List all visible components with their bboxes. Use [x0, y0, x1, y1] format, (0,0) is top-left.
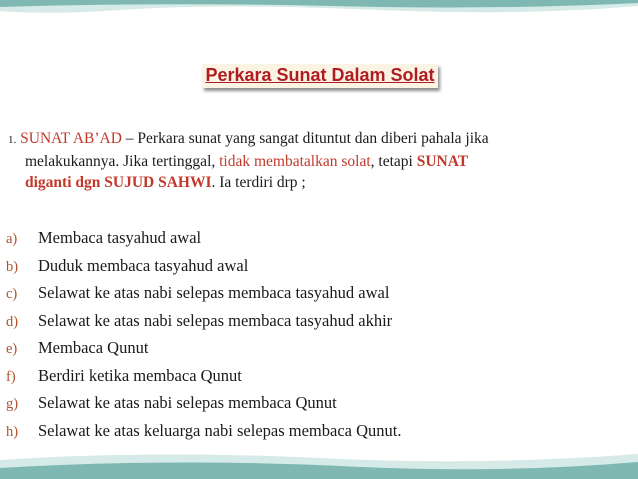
intro-line3-rest: . Ia terdiri drp ; [211, 174, 306, 191]
page-title: Perkara Sunat Dalam Solat [202, 64, 437, 88]
list-letter: f) [6, 368, 16, 385]
list-item [6, 390, 626, 418]
list-text: Duduk membaca tasyahud awal [38, 255, 249, 275]
intro-line-1 [8, 128, 620, 151]
list-text: Selawat ke atas nabi selepas membaca Qunut [38, 393, 337, 412]
list-letter: b) [6, 258, 19, 275]
list-text: Selawat ke atas nabi selepas membaca tasyahud akhir [38, 310, 393, 330]
list-letter: h) [6, 423, 19, 440]
list-text: Berdiri ketika membaca Qunut [38, 365, 242, 385]
list-text: Membaca Qunut [38, 338, 149, 357]
list-letter: e) [6, 341, 18, 357]
intro-comma-but: , tetapi [370, 153, 417, 170]
list-text: Membaca tasyahud awal [38, 228, 202, 247]
list-text: Selawat ke atas keluarga nabi selepas membaca Qunut. [38, 420, 402, 440]
bottom-decoration [0, 448, 638, 479]
intro-line-2 [8, 151, 620, 172]
list-text: Selawat ke atas nabi selepas membaca tasyahud awal [38, 283, 390, 302]
list-item [6, 253, 626, 281]
list-letter: d) [6, 313, 19, 330]
list-item [6, 308, 626, 336]
list-letter: c) [6, 286, 18, 302]
list-item [6, 418, 626, 446]
intro-heading: SUNAT AB’AD [20, 130, 122, 147]
list-item [6, 335, 626, 363]
list-item [6, 363, 626, 391]
list-letter: a) [6, 231, 18, 247]
intro-line2-start: melakukannya. Jika tertinggal, [25, 153, 220, 170]
top-decoration [0, 0, 638, 20]
intro-number: 1. [8, 134, 17, 146]
intro-line-3 [8, 172, 620, 193]
list-letter: g) [6, 396, 19, 412]
intro-sunat-word: SUNAT [416, 153, 469, 170]
title-container [0, 64, 638, 88]
intro-not-cancel: tidak membatalkan solat [219, 153, 371, 170]
list-item [6, 225, 626, 253]
sunat-list [6, 225, 626, 445]
list-item [6, 280, 626, 308]
intro-dash-text: – Perkara sunat yang sangat dituntut dan diberi pahala jika [121, 130, 489, 147]
intro-line3-bold: diganti dgn SUJUD SAHWI [25, 174, 212, 191]
intro-paragraph [8, 128, 620, 193]
